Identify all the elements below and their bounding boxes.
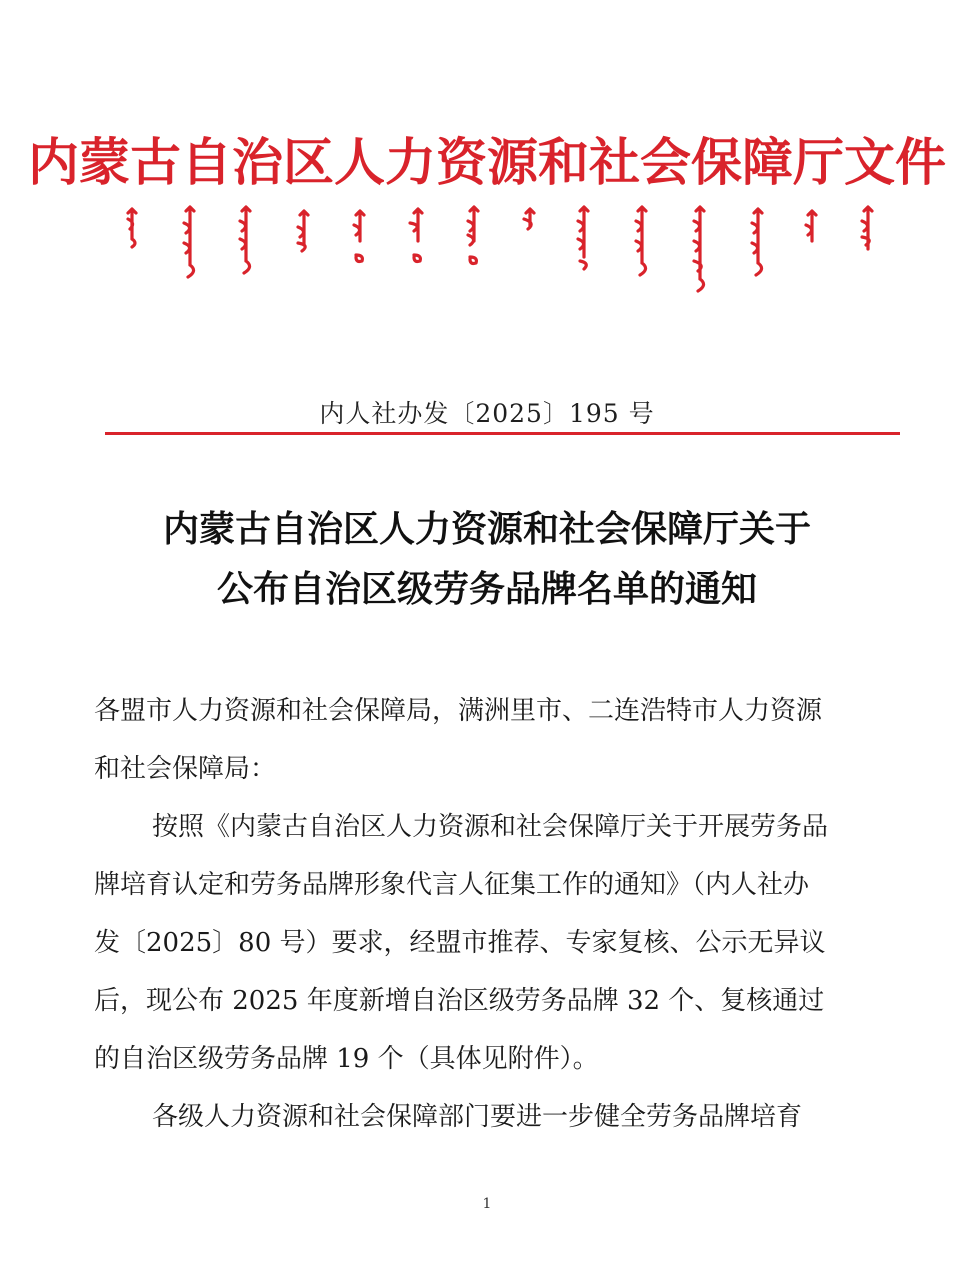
notice-body [94, 682, 904, 1146]
red-divider-line [105, 432, 900, 435]
body-line-5: 发〔2025〕80 号）要求，经盟市推荐、专家复核、公示无异议 [94, 928, 826, 958]
notice-title [0, 500, 974, 620]
body-line-1: 各盟市人力资源和社会保障局，满洲里市、二连浩特市人力资源 [94, 696, 823, 726]
body-line-2: 和社会保障局： [94, 754, 277, 784]
notice-title-line-1: 内蒙古自治区人力资源和社会保障厅关于 [162, 509, 811, 550]
notice-title-line-2: 公布自治区级劳务品牌名单的通知 [216, 569, 757, 610]
body-line-6: 后，现公布 2025 年度新增自治区级劳务品牌 32 个、复核通过 [94, 986, 825, 1016]
document-number: 内人社办发〔2025〕195 号 [319, 399, 655, 428]
mongolian-script-header [118, 205, 888, 315]
body-line-8: 各级人力资源和社会保障部门要进一步健全劳务品牌培育 [152, 1102, 803, 1132]
issuing-authority-header: 内蒙古自治区人力资源和社会保障厅文件 [27, 133, 946, 193]
page-number: 1 [482, 1196, 492, 1212]
mongolian-script-graphic [118, 205, 888, 315]
body-line-7: 的自治区级劳务品牌 19 个（具体见附件）。 [94, 1044, 599, 1074]
body-line-4: 牌培育认定和劳务品牌形象代言人征集工作的通知》（内人社办 [94, 870, 810, 900]
body-line-3: 按照《内蒙古自治区人力资源和社会保障厅关于开展劳务品 [152, 812, 829, 842]
